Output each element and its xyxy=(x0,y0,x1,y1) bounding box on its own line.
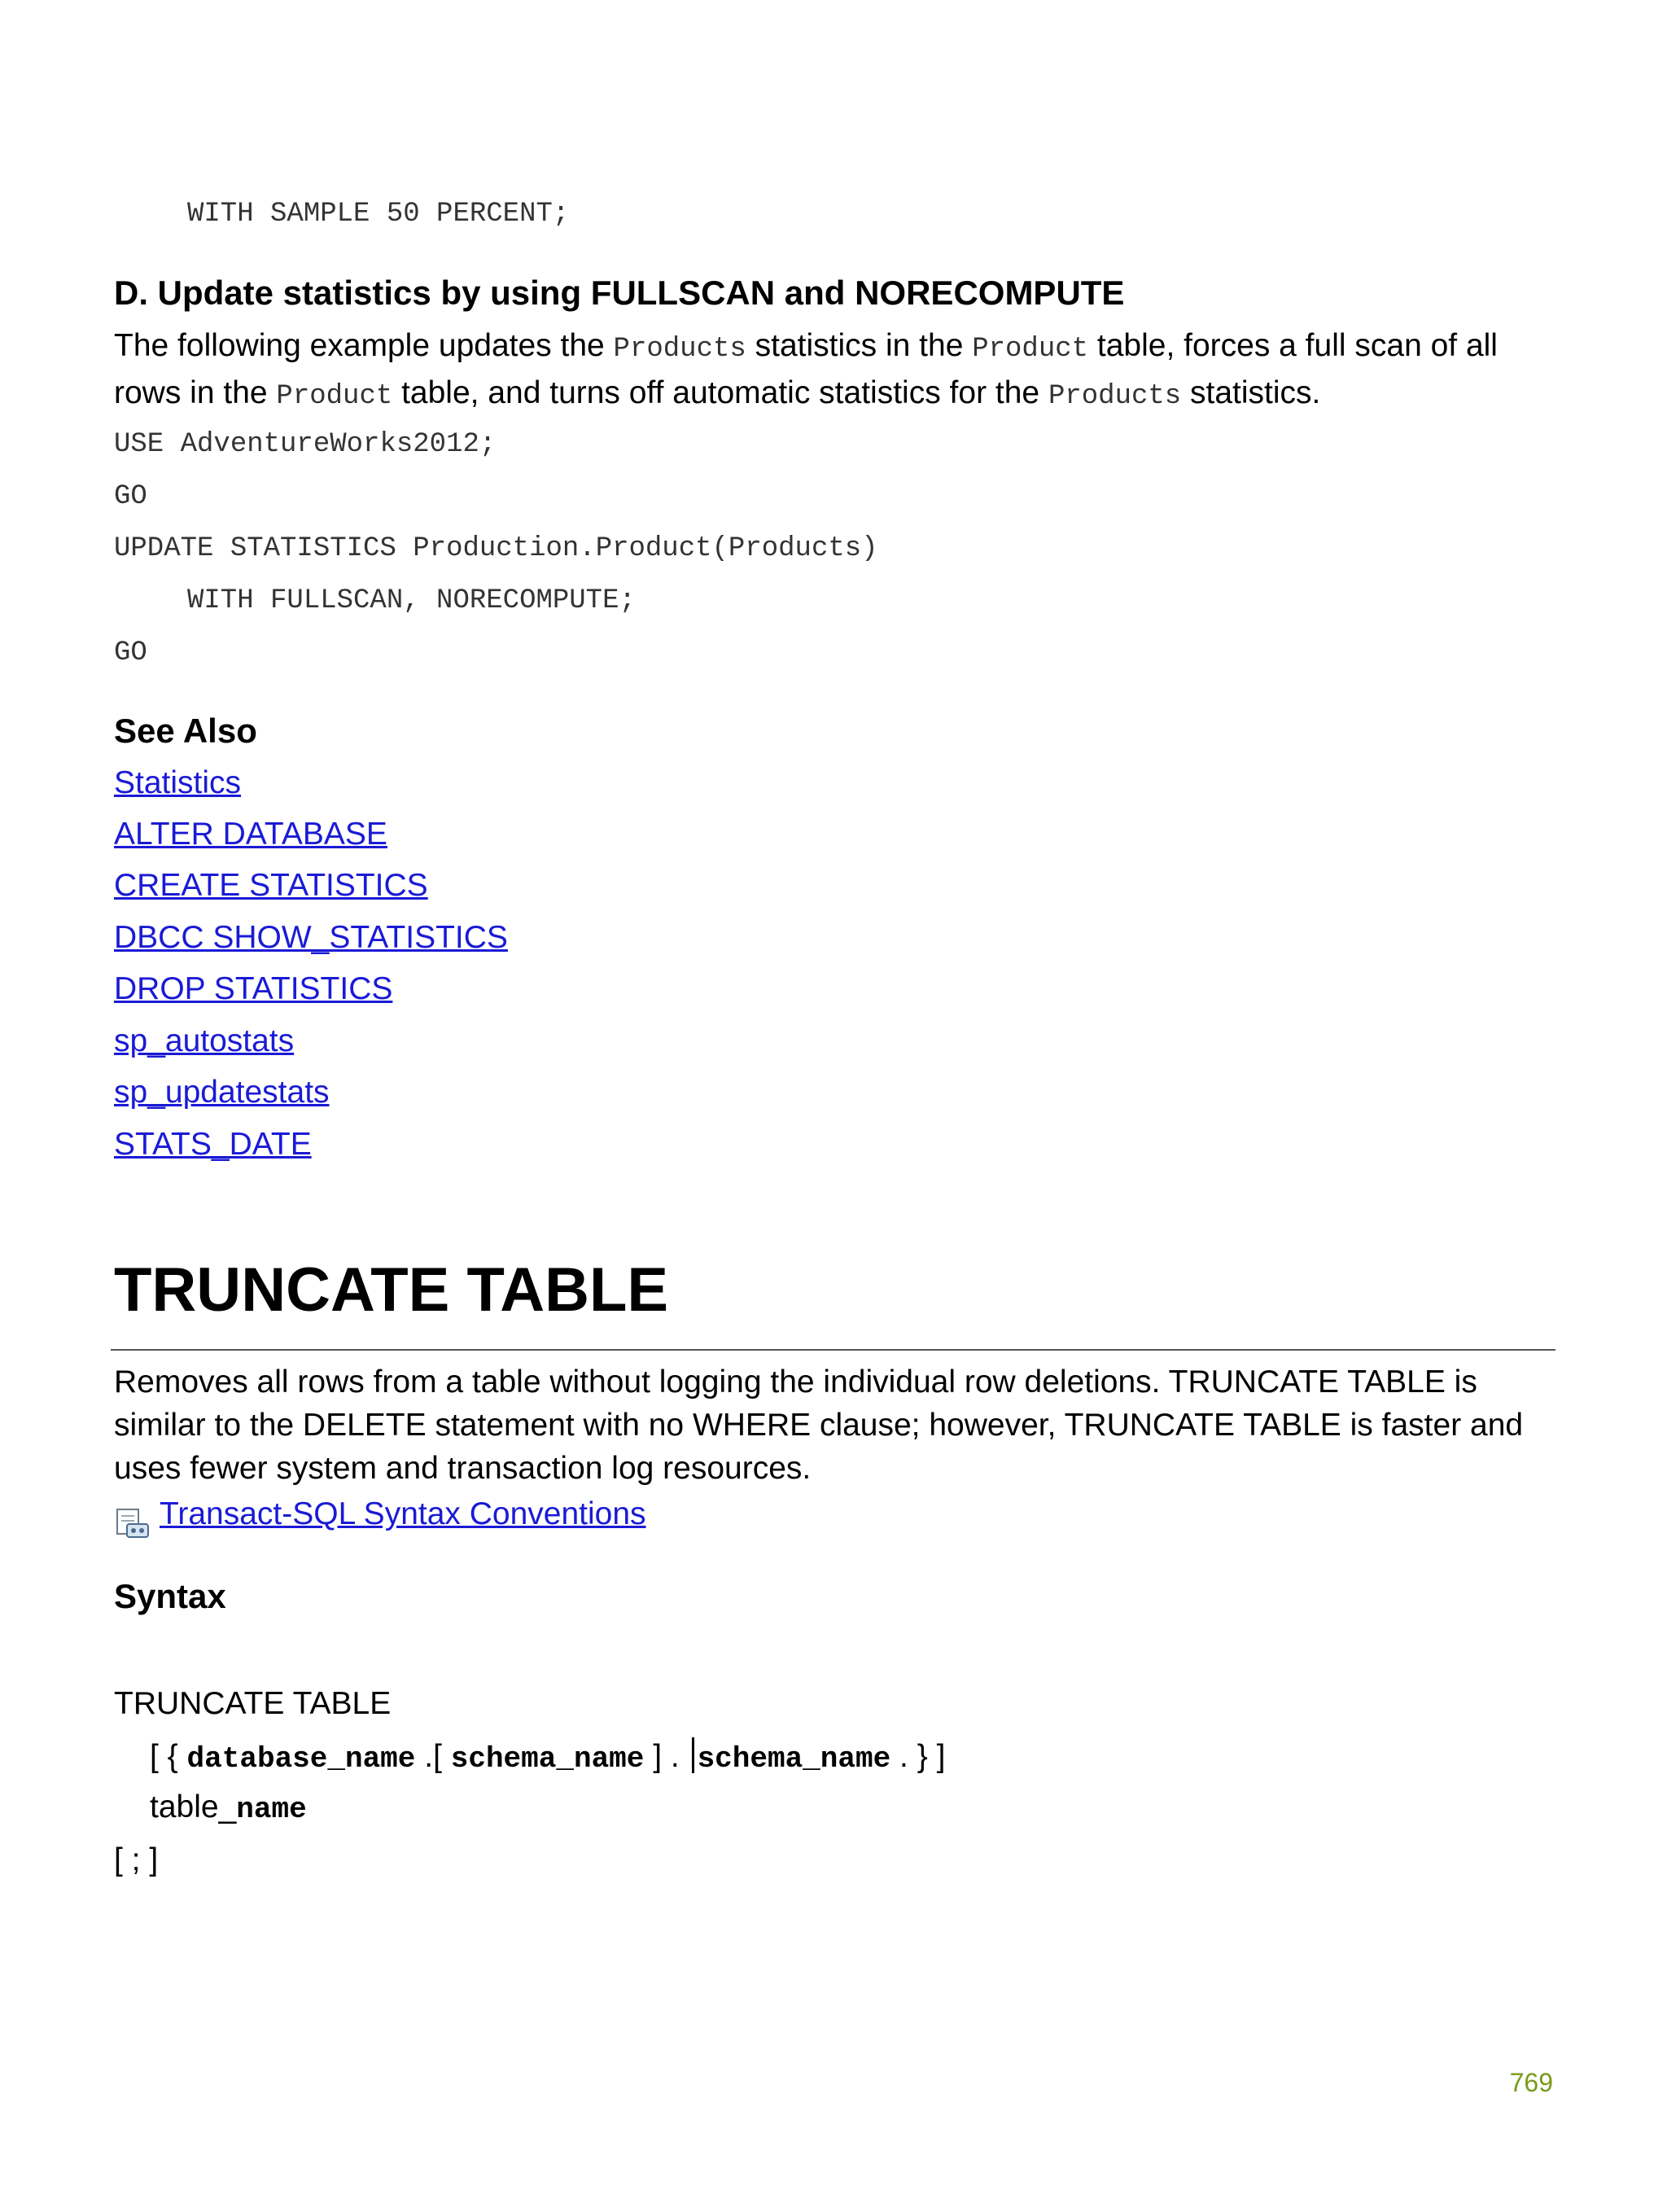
link-statistics[interactable]: Statistics xyxy=(114,765,242,800)
syntax-line-4: [ ; ] xyxy=(114,1842,159,1877)
section-d-heading: D. Update statistics by using FULLSCAN and NORECOMPUTE xyxy=(114,274,1125,312)
link-sp-autostats[interactable]: sp_autostats xyxy=(114,1023,295,1058)
code-line: UPDATE STATISTICS Production.Product(Products) xyxy=(114,533,878,564)
see-also-heading: See Also xyxy=(114,712,257,750)
inline-code: Products xyxy=(613,334,746,365)
page-number: 769 xyxy=(1509,2068,1553,2097)
link-alter-database[interactable]: ALTER DATABASE xyxy=(114,817,387,852)
para-text: statistics in the xyxy=(746,328,973,363)
para-text: table, and turns off automatic statistics for the xyxy=(392,375,1048,410)
syntax-heading: Syntax xyxy=(114,1577,226,1615)
link-transact-sql-syntax-conventions[interactable]: Transact-SQL Syntax Conventions xyxy=(160,1496,646,1531)
link-sp-updatestats[interactable]: sp_updatestats xyxy=(114,1075,330,1110)
syntax-token: ] . xyxy=(644,1739,689,1774)
link-dbcc-show-statistics[interactable]: DBCC SHOW_STATISTICS xyxy=(114,920,508,955)
link-stats-date[interactable]: STATS_DATE xyxy=(114,1127,312,1162)
section-d-paragraph xyxy=(114,324,1555,418)
syntax-token: table_ xyxy=(150,1789,237,1824)
link-drop-statistics[interactable]: DROP STATISTICS xyxy=(114,971,393,1006)
syntax-token: [ { xyxy=(150,1739,187,1774)
title-divider xyxy=(111,1349,1555,1351)
syntax-token: .[ xyxy=(415,1739,451,1774)
syntax-arg-name: name xyxy=(236,1793,307,1826)
syntax-line-1: TRUNCATE TABLE xyxy=(114,1686,392,1721)
para-text: statistics. xyxy=(1181,375,1321,410)
truncate-description: Removes all rows from a table without logging the individual row deletions. TRUNCATE TABLE is similar to the DELETE statement with no WHERE clause; however, TRUNCATE TABLE is faster and uses fewer system and transaction log resources. xyxy=(114,1364,1524,1486)
syntax-arg-database-name: database_name xyxy=(186,1742,416,1776)
inline-code: Product xyxy=(276,381,393,412)
link-create-statistics[interactable]: CREATE STATISTICS xyxy=(114,868,428,903)
code-line: GO xyxy=(114,481,147,512)
syntax-line-2 xyxy=(150,1737,945,1780)
para-text: table, forces a full scan of all rows in the xyxy=(114,328,1498,410)
para-text: The following example updates the xyxy=(114,328,614,363)
syntax-arg-schema-name: schema_name xyxy=(697,1742,891,1776)
code-line: WITH FULLSCAN, NORECOMPUTE; xyxy=(187,585,636,616)
syntax-token: . } ] xyxy=(890,1739,946,1774)
syntax-conventions-icon xyxy=(114,1508,151,1540)
inline-code: Products xyxy=(1048,381,1182,412)
page-title: TRUNCATE TABLE xyxy=(114,1255,669,1325)
code-line: GO xyxy=(114,637,147,668)
code-line: USE AdventureWorks2012; xyxy=(114,429,497,460)
syntax-arg-schema-name: schema_name xyxy=(450,1742,645,1776)
syntax-line-3 xyxy=(150,1787,307,1830)
syntax-or-bar xyxy=(692,1737,694,1773)
code-line: WITH SAMPLE 50 PERCENT; xyxy=(187,199,570,230)
inline-code: Product xyxy=(972,334,1089,365)
